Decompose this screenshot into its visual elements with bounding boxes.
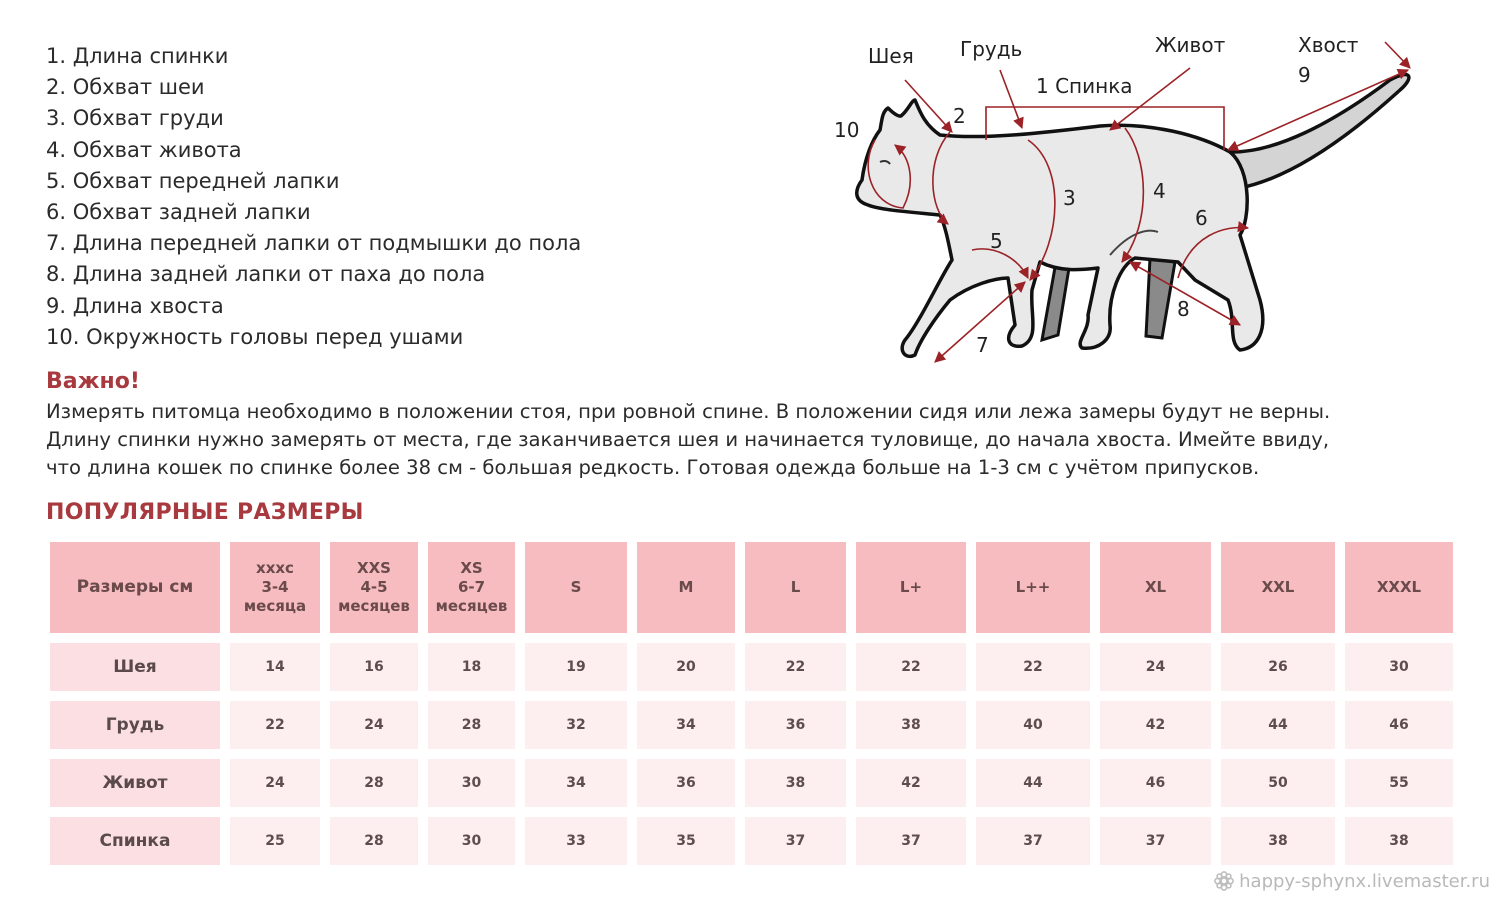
table-cell: 28 xyxy=(330,759,418,807)
table-row xyxy=(50,817,1453,865)
table-cell: 28 xyxy=(428,701,515,749)
column-header xyxy=(428,542,515,633)
table-cell: 36 xyxy=(637,759,735,807)
table-cell: 38 xyxy=(856,701,966,749)
column-header: M xyxy=(637,542,735,633)
column-header: XL xyxy=(1100,542,1211,633)
important-line: что длина кошек по спинке более 38 см - большая редкость. Готовая одежда больше на 1-3 см с учётом припусков. xyxy=(46,456,1260,479)
table-header-row xyxy=(50,542,1453,633)
table-cell: 24 xyxy=(1100,643,1211,691)
table-cell: 36 xyxy=(745,701,846,749)
label-chest: Грудь xyxy=(960,37,1023,61)
table-cell: 30 xyxy=(428,817,515,865)
table-cell: 32 xyxy=(525,701,627,749)
flower-icon xyxy=(1213,870,1235,892)
cat-measurement-diagram xyxy=(820,28,1420,373)
table-cell: 30 xyxy=(1345,643,1453,691)
label-3: 3 xyxy=(1063,186,1076,210)
column-header-line: месяцев xyxy=(435,597,508,615)
table-cell: 22 xyxy=(976,643,1090,691)
chest-pointer xyxy=(1000,70,1022,128)
size-table xyxy=(40,532,1463,875)
table-cell: 46 xyxy=(1100,759,1211,807)
label-5: 5 xyxy=(990,229,1003,253)
measurement-item: 1. Длина спинки xyxy=(46,44,229,68)
label-10: 10 xyxy=(834,118,860,142)
column-header-line: 6-7 xyxy=(457,578,486,596)
table-cell: 28 xyxy=(330,817,418,865)
column-header: L++ xyxy=(976,542,1090,633)
size-table-title: ПОПУЛЯРНЫЕ РАЗМЕРЫ xyxy=(46,500,364,525)
table-cell: 44 xyxy=(1221,701,1335,749)
table-corner-header: Размеры см xyxy=(50,542,220,633)
table-cell: 24 xyxy=(230,759,320,807)
table-cell: 22 xyxy=(856,643,966,691)
table-cell: 46 xyxy=(1345,701,1453,749)
column-header xyxy=(330,542,418,633)
column-header-line: XXS xyxy=(357,559,391,577)
measurement-item: 2. Обхват шеи xyxy=(46,75,205,100)
table-cell: 38 xyxy=(1345,817,1453,865)
important-line: Измерять питомца необходимо в положении стоя, при ровной спине. В положении сидя или лежа замеры будут не верны. xyxy=(46,400,1331,423)
label-8: 8 xyxy=(1177,297,1190,321)
measurement-item: 10. Окружность головы перед ушами xyxy=(46,324,464,349)
label-6: 6 xyxy=(1195,206,1208,230)
column-header-line: 4-5 xyxy=(360,578,388,596)
table-cell: 38 xyxy=(1221,817,1335,865)
measurement-list xyxy=(46,41,581,353)
table-cell: 38 xyxy=(745,759,846,807)
label-4: 4 xyxy=(1153,179,1166,203)
row-header: Живот xyxy=(50,759,220,807)
table-cell: 55 xyxy=(1345,759,1453,807)
column-header-line: месяца xyxy=(243,597,307,615)
watermark xyxy=(1213,870,1490,892)
watermark-text: happy-sphynx.livemaster.ru xyxy=(1239,870,1490,892)
important-line: Длину спинки нужно замерять от места, где заканчивается шея и начинается туловище, до начала хвоста. Имейте ввиду, xyxy=(46,428,1330,451)
table-cell: 30 xyxy=(428,759,515,807)
table-cell: 50 xyxy=(1221,759,1335,807)
table-cell: 22 xyxy=(745,643,846,691)
label-2: 2 xyxy=(953,104,966,128)
measurement-item: 6. Обхват задней лапки xyxy=(46,200,311,225)
column-header: XXXL xyxy=(1345,542,1453,633)
table-cell: 22 xyxy=(230,701,320,749)
table-cell: 40 xyxy=(976,701,1090,749)
label-neck: Шея xyxy=(868,44,914,68)
row-header: Спинка xyxy=(50,817,220,865)
table-cell: 14 xyxy=(230,643,320,691)
table-cell: 34 xyxy=(525,759,627,807)
column-header-line: xxxс xyxy=(256,559,294,577)
label-tail: Хвост xyxy=(1298,33,1359,57)
table-cell: 24 xyxy=(330,701,418,749)
table-cell: 37 xyxy=(1100,817,1211,865)
table-row xyxy=(50,759,1453,807)
label-belly: Живот xyxy=(1155,33,1226,57)
row-header: Грудь xyxy=(50,701,220,749)
table-cell: 42 xyxy=(856,759,966,807)
table-cell: 37 xyxy=(856,817,966,865)
cat-illustration xyxy=(857,75,1409,357)
important-title: Важно! xyxy=(46,369,140,394)
row-header: Шея xyxy=(50,643,220,691)
column-header: L+ xyxy=(856,542,966,633)
table-cell: 20 xyxy=(637,643,735,691)
tail-pointer xyxy=(1385,42,1410,68)
table-cell: 19 xyxy=(525,643,627,691)
table-cell: 25 xyxy=(230,817,320,865)
important-text xyxy=(46,398,1466,482)
table-cell: 26 xyxy=(1221,643,1335,691)
measurement-item: 9. Длина хвоста xyxy=(46,293,224,318)
measurement-item: 4. Обхват живота xyxy=(46,137,242,162)
table-cell: 35 xyxy=(637,817,735,865)
table-cell: 37 xyxy=(745,817,846,865)
label-back: 1 Спинка xyxy=(1036,74,1133,98)
table-cell: 42 xyxy=(1100,701,1211,749)
column-header: XXL xyxy=(1221,542,1335,633)
measurement-item: 8. Длина задней лапки от паха до пола xyxy=(46,262,486,287)
column-header: L xyxy=(745,542,846,633)
column-header xyxy=(230,542,320,633)
measurement-item: 5. Обхват передней лапки xyxy=(46,168,340,193)
column-header-line: 3-4 xyxy=(261,578,289,596)
label-7: 7 xyxy=(976,333,989,357)
table-row xyxy=(50,701,1453,749)
table-cell: 16 xyxy=(330,643,418,691)
table-cell: 18 xyxy=(428,643,515,691)
table-row xyxy=(50,643,1453,691)
measurement-item: 7. Длина передней лапки от подмышки до пола xyxy=(46,231,582,256)
label-tail-number: 9 xyxy=(1298,63,1311,87)
table-cell: 34 xyxy=(637,701,735,749)
measurement-item: 3. Обхват груди xyxy=(46,106,224,131)
table-cell: 37 xyxy=(976,817,1090,865)
table-cell: 44 xyxy=(976,759,1090,807)
table-cell: 33 xyxy=(525,817,627,865)
column-header-line: месяцев xyxy=(338,597,410,615)
column-header-line: XS xyxy=(460,559,483,577)
column-header: S xyxy=(525,542,627,633)
